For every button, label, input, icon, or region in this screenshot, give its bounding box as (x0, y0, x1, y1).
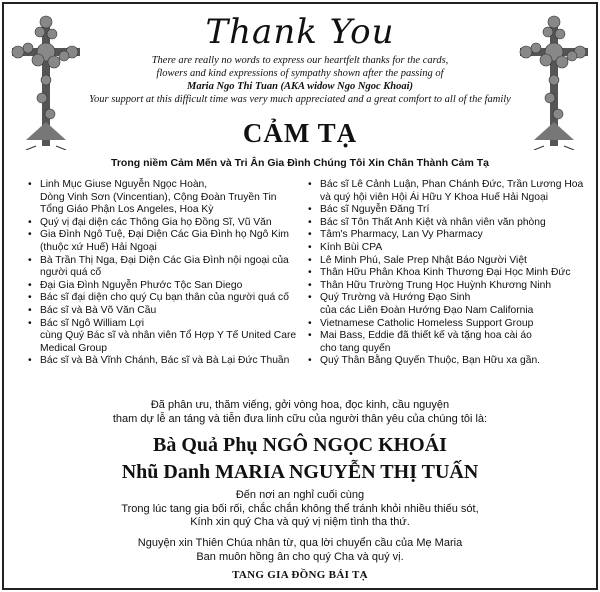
list-item-line: người quá cố (40, 267, 102, 279)
cam-ta-heading: CẢM TẠ (242, 118, 358, 148)
list-item-line: • Bác sĩ Tôn Thất Anh Kiệt và nhân viên văn phòng (320, 216, 546, 228)
apology-paragraph (0, 489, 600, 530)
list-item (306, 292, 596, 317)
list-item (306, 280, 596, 293)
list-item (306, 318, 596, 331)
thank-you-line: flowers and kind expressions of sympathy shown after the passing of (156, 68, 444, 79)
paragraph-line: Ban muôn hồng ân cho quý Cha và quý vị. (196, 550, 404, 563)
list-item-line: • Bác sĩ Lê Cảnh Luận, Phan Chánh Đức, Trần Lương Hoa (320, 179, 584, 190)
list-item (306, 330, 596, 355)
list-item (306, 255, 596, 268)
deceased-title-line: Bà Quả Phụ NGÔ NGỌC KHOÁI (153, 434, 447, 456)
list-item-line: • Quý Trường và Hướng Đạo Sinh (320, 292, 471, 304)
list-item-line: • Thân Hữu Phân Khoa Kinh Thương Đại Học Minh Đức (320, 267, 571, 279)
list-item (26, 305, 301, 318)
list-item (306, 242, 596, 255)
list-item (26, 355, 301, 368)
list-item-line: của các Liên Đoàn Hướng Đạo Nam California (320, 304, 534, 316)
list-item (26, 318, 301, 356)
paragraph-line: Kính xin quý Cha và quý vị niệm tình tha thứ. (190, 516, 410, 528)
list-item-line: • Tâm's Pharmacy, Lan Vy Pharmacy (320, 229, 483, 241)
list-item (26, 217, 301, 230)
list-item-line: và quý hội viên Hội Ái Hữu Y Khoa Huế Hải Ngoại (320, 191, 549, 203)
list-item-line: • Vietnamese Catholic Homeless Support Group (320, 317, 534, 329)
list-item-line: • Quý vị đại diện các Thông Gia họ Đồng Sĩ, Vũ Văn (40, 216, 272, 228)
list-item-line: • Linh Mục Giuse Nguyễn Ngọc Hoàn, (40, 179, 208, 190)
acknowledgement-paragraph (0, 398, 600, 426)
list-item (306, 267, 596, 280)
paragraph-line: Nguyện xin Thiên Chúa nhân từ, qua lời chuyển cầu của Mẹ Maria (137, 537, 463, 549)
list-item (306, 355, 596, 368)
thank-you-line: Your support at this difficult time was very much appreciated and a great comfort to all of the family (89, 94, 511, 105)
list-item-line: • Bác sĩ Ngô William Lợi (40, 317, 145, 329)
list-item-line: Dòng Vinh Sơn (Vincentian), Cộng Đoàn Truyền Tin (40, 191, 277, 203)
list-item-line: • Bà Trần Thị Nga, Đại Diện Các Gia Đình nội ngoại của (40, 254, 289, 266)
list-item-line: • Bác sĩ đại diện cho quý Cụ bạn thân của người quá cố (40, 292, 289, 304)
paragraph-line: Trong lúc tang gia bối rối, chắc chắn không thể tránh khỏi nhiều thiếu sót, (121, 502, 479, 515)
list-item (306, 204, 596, 217)
list-item-line: • Quý Thân Bằng Quyến Thuộc, Bạn Hữu xa gần. (320, 355, 541, 367)
thanks-list-left (26, 179, 301, 368)
list-item-line: • Bác sĩ và Bà Vĩnh Chánh, Bác sĩ và Bà Lại Đức Thuần (40, 355, 290, 367)
family-signature: TANG GIA ĐỒNG BÁI TẠ (232, 569, 368, 581)
deceased-name-block (0, 432, 600, 486)
prayer-paragraph (0, 537, 600, 564)
list-item-line: (thuộc xứ Huế) Hải Ngoại (40, 241, 157, 253)
deceased-maiden-name-line: Nhũ Danh MARIA NGUYỄN THỊ TUẤN (121, 461, 479, 483)
list-item-line: • Thân Hữu Trường Trung Học Huỳnh Khương Ninh (320, 279, 552, 291)
thank-you-message (0, 54, 600, 106)
list-item-line: • Bác sĩ Nguyễn Đăng Trí (320, 204, 430, 216)
list-item-line: Tổng Giáo Phận Los Angeles, Hoa Kỳ (40, 204, 214, 216)
list-item (26, 255, 301, 280)
list-item-line: cùng Quý Bác sĩ và nhân viên Tổ Hợp Y Tế United Care (40, 330, 297, 342)
list-item (306, 229, 596, 242)
list-item-line: Medical Group (40, 342, 107, 354)
list-item (26, 179, 301, 217)
list-item (306, 179, 596, 204)
list-item-line: • Lê Minh Phú, Sale Prep Nhật Báo Người Việt (320, 254, 527, 266)
list-item (306, 217, 596, 230)
list-item (26, 229, 301, 254)
list-item-line: • Kính Bùi CPA (320, 241, 383, 253)
list-item (26, 280, 301, 293)
list-item-line: • Mai Bass, Eddie đã thiết kế và tặng hoa cài áo (320, 330, 532, 342)
paragraph-line: Đã phân ưu, thăm viếng, gởi vòng hoa, đọc kinh, cầu nguyện (150, 399, 450, 411)
list-item-line: • Gia Đình Ngô Tuệ, Đại Diện Các Gia Đình họ Ngô Kim (40, 229, 289, 241)
list-item-line: • Đại Gia Đình Nguyễn Phước Tộc San Diego (40, 279, 243, 291)
paragraph-line: Đến nơi an nghỉ cuối cùng (235, 489, 365, 501)
thank-you-title: Thank You (205, 12, 395, 52)
list-item (26, 292, 301, 305)
list-item-line: cho tang quyến (320, 342, 391, 354)
deceased-english-name: Maria Ngo Thi Tuan (AKA widow Ngo Ngoc Khoai) (187, 81, 413, 92)
list-item-line: • Bác sĩ và Bà Võ Văn Cầu (40, 304, 157, 316)
paragraph-line: tham dự lễ an táng và tiễn đưa linh cữu của người thân yêu của chúng tôi là: (112, 413, 488, 425)
thanks-list-right (306, 179, 596, 368)
cam-ta-subtitle: Trong niềm Cảm Mến và Tri Ân Gia Đình Chúng Tôi Xin Chân Thành Cảm Tạ (110, 157, 490, 169)
thank-you-line: There are really no words to express our heartfelt thanks for the cards, (151, 55, 449, 66)
